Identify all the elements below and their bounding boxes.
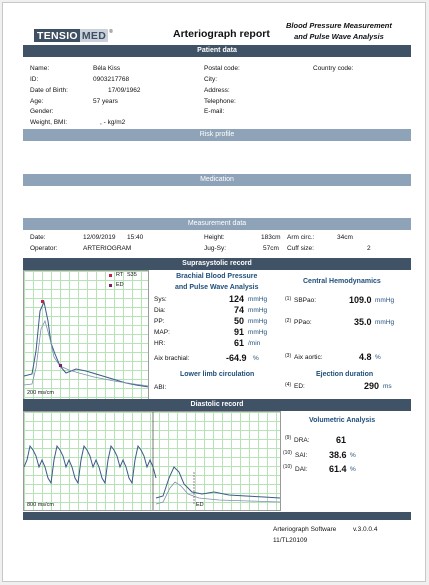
hr-label: HR: xyxy=(154,340,166,347)
gender-label: Gender: xyxy=(30,108,54,115)
brachial-title xyxy=(175,271,259,293)
date-value: 12/09/2019 xyxy=(83,234,116,241)
sys-label: Sys: xyxy=(154,296,167,303)
subtitle-line2: and Pulse Wave Analysis xyxy=(294,32,384,41)
footer-version: v.3.0.0.4 xyxy=(353,526,378,533)
ppao-value: 35.0 xyxy=(354,317,372,327)
diastolic-chart xyxy=(23,411,281,511)
diastolic-waveform xyxy=(24,412,281,511)
legend-rt-value: S35 xyxy=(127,272,137,278)
patient-data-header: Patient data xyxy=(23,45,411,57)
dra-note: (9) xyxy=(285,435,292,441)
report-subtitle xyxy=(286,20,392,42)
diastolic-scale: 800 ms/cm xyxy=(27,502,54,508)
central-title: Central Hemodynamics xyxy=(303,278,381,285)
id-value: 0903217768 xyxy=(93,76,130,83)
aix-brachial-unit: % xyxy=(253,355,259,362)
sai-unit: % xyxy=(350,452,356,459)
ed-label: ED: xyxy=(294,383,305,390)
dra-value: 61 xyxy=(336,435,347,445)
cuff-size-value: 2 xyxy=(367,245,371,252)
pp-value: 50 xyxy=(234,316,245,326)
legend-rt-swatch xyxy=(109,274,112,277)
sbpao-value: 109.0 xyxy=(349,295,372,305)
legend-ed-swatch xyxy=(109,284,112,287)
legend-rt: RT xyxy=(116,272,124,278)
suprasystolic-chart xyxy=(23,270,149,400)
sys-unit: mmHg xyxy=(248,296,268,303)
risk-profile-header: Risk profile xyxy=(23,129,411,141)
aix-aortic-note: (3) xyxy=(285,353,292,359)
ppao-note: (2) xyxy=(285,318,292,324)
map-unit: mmHg xyxy=(248,329,268,336)
jug-sy-label: Jug-Sy: xyxy=(204,245,227,252)
dai-label: DAI: xyxy=(295,466,308,473)
age-value: 57 years xyxy=(93,98,118,105)
time-value: 15:40 xyxy=(127,234,144,241)
weight-label: Weight, BMI: xyxy=(30,119,68,126)
medication-header: Medication xyxy=(23,174,411,186)
diastolic-header: Diastolic record xyxy=(23,399,411,411)
lower-limb-title: Lower limb circulation xyxy=(180,371,255,378)
height-label: Height: xyxy=(204,234,225,241)
sai-note: (10) xyxy=(283,450,292,456)
sbpao-label: SBPao: xyxy=(294,297,317,304)
dob-label: Date of Birth: xyxy=(30,87,68,94)
dia-unit: mmHg xyxy=(248,307,268,314)
measurement-data-header: Measurement data xyxy=(23,218,411,230)
sai-label: SAI: xyxy=(295,452,308,459)
pp-unit: mmHg xyxy=(248,318,268,325)
aix-aortic-value: 4.8 xyxy=(359,352,372,362)
operator-value: ARTERIOGRAM xyxy=(83,245,132,252)
dai-note: (10) xyxy=(283,464,292,470)
email-label: E-mail: xyxy=(204,108,225,115)
city-label: City: xyxy=(204,76,217,83)
sbpao-unit: mmHg xyxy=(375,297,395,304)
jug-sy-value: 57cm xyxy=(263,245,279,252)
weight-value: , - kg/m2 xyxy=(100,119,126,126)
age-label: Age: xyxy=(30,98,44,105)
dob-value: 17/09/1962 xyxy=(108,87,141,94)
ed-marker xyxy=(59,364,62,367)
map-label: MAP: xyxy=(154,329,170,336)
pp-label: PP: xyxy=(154,318,165,325)
sys-value: 124 xyxy=(229,294,245,304)
arm-circ-label: Arm circ.: xyxy=(287,234,315,241)
rt-marker xyxy=(41,300,44,303)
aix-aortic-unit: % xyxy=(375,354,381,361)
dra-label: DRA: xyxy=(294,437,310,444)
map-value: 91 xyxy=(234,327,245,337)
legend-ed: ED xyxy=(116,282,124,288)
ppao-label: PPao: xyxy=(294,319,312,326)
cuff-size-label: Cuff size: xyxy=(287,245,314,252)
arm-circ-value: 34cm xyxy=(337,234,353,241)
logo-registered-mark: ® xyxy=(109,29,114,35)
ejection-title: Ejection duration xyxy=(316,371,374,378)
subtitle-line1: Blood Pressure Measurement xyxy=(286,21,392,30)
operator-label: Operator: xyxy=(30,245,58,252)
diastolic-ed-marker: ED xyxy=(196,502,204,508)
aix-aortic-label: Aix aortic: xyxy=(294,354,323,361)
date-label: Date: xyxy=(30,234,46,241)
suprasystolic-header: Suprasystolic record xyxy=(23,258,411,270)
tensiomed-logo xyxy=(34,29,113,42)
footer-code: 11/TL20109 xyxy=(273,537,308,544)
hr-unit: /min xyxy=(248,340,261,347)
address-label: Address: xyxy=(204,87,230,94)
id-label: ID: xyxy=(30,76,39,83)
dai-unit: % xyxy=(350,466,356,473)
suprasystolic-waveform xyxy=(24,271,149,400)
footer-software: Arteriograph Software xyxy=(273,526,337,533)
ppao-unit: mmHg xyxy=(375,319,395,326)
logo-part1: TENSIO xyxy=(34,29,80,42)
postal-label: Postal code: xyxy=(204,65,240,72)
logo-part2: MED xyxy=(81,30,107,42)
brachial-title-line1: Brachial Blood Pressure xyxy=(176,273,258,280)
abi-label: ABI: xyxy=(154,384,167,391)
ed-unit: ms xyxy=(383,383,392,390)
name-label: Name: xyxy=(30,65,50,72)
dia-label: Dia: xyxy=(154,307,166,314)
dia-value: 74 xyxy=(234,305,245,315)
aix-brachial-value: -64.9 xyxy=(226,353,247,363)
aix-brachial-label: Aix brachial: xyxy=(154,355,190,362)
brachial-title-line2: and Pulse Wave Analysis xyxy=(175,284,259,291)
name-value: Béla Kiss xyxy=(93,65,121,72)
ed-note: (4) xyxy=(285,382,292,388)
ed-value: 290 xyxy=(364,381,380,391)
telephone-label: Telephone: xyxy=(204,98,236,105)
report-page xyxy=(2,2,426,582)
suprasystolic-scale: 200 ms/cm xyxy=(27,390,54,396)
dai-value: 61.4 xyxy=(329,464,347,474)
report-title: Arteriograph report xyxy=(173,28,270,40)
height-value: 183cm xyxy=(261,234,281,241)
volumetric-title: Volumetric Analysis xyxy=(309,417,376,424)
hr-value: 61 xyxy=(234,338,245,348)
sai-value: 38.6 xyxy=(329,450,347,460)
country-label: Country code: xyxy=(313,65,354,72)
bottom-rule xyxy=(23,512,411,520)
sbpao-note: (1) xyxy=(285,296,292,302)
